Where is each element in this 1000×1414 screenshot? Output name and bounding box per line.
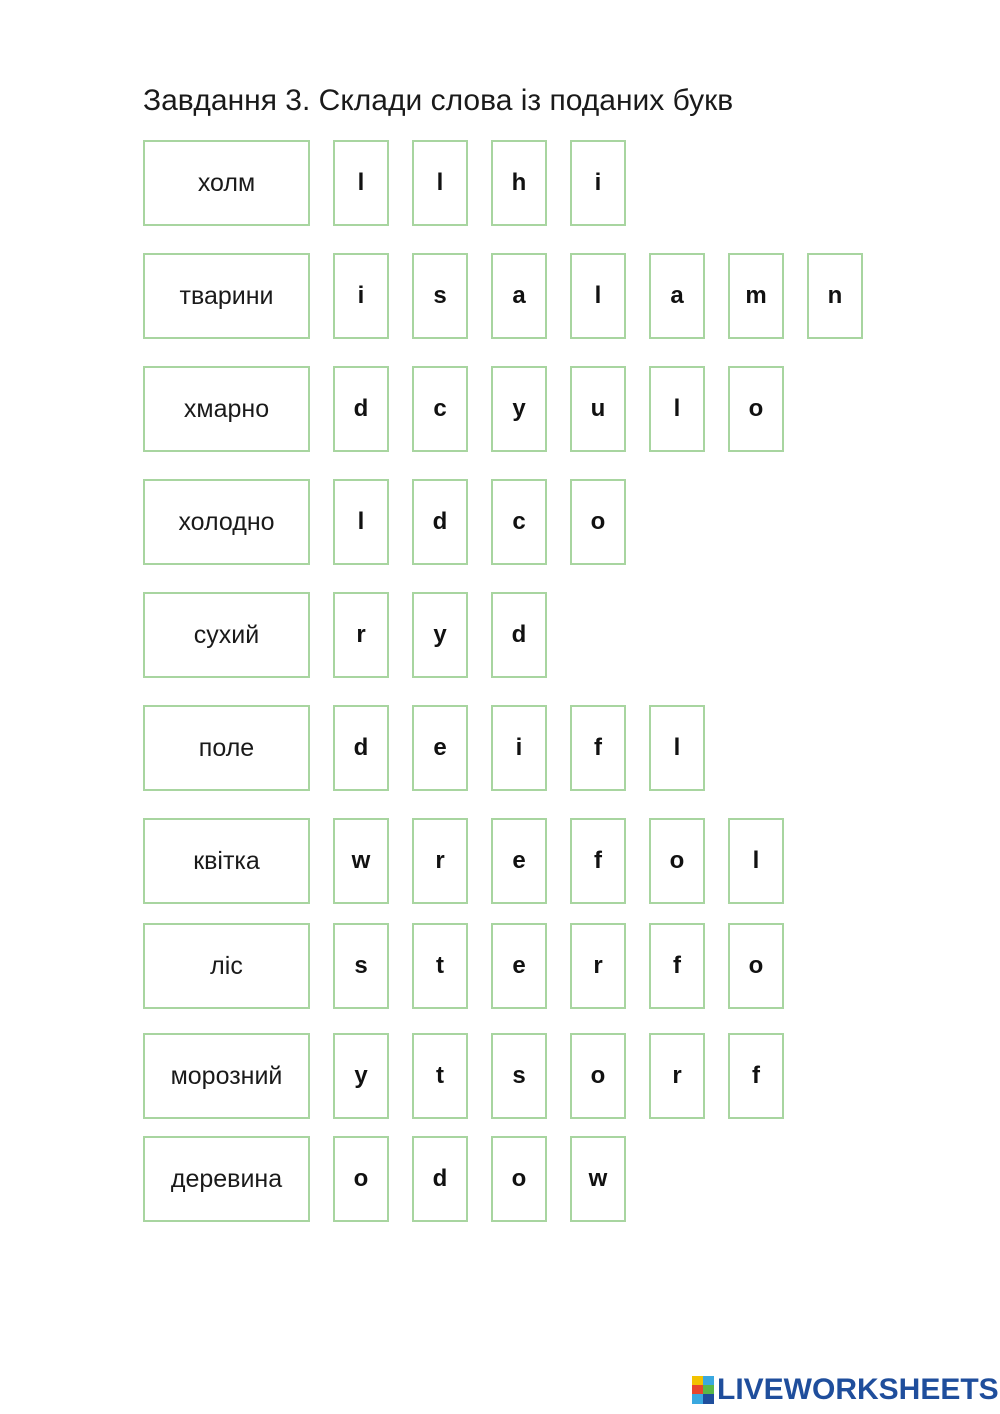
letter-tile[interactable]: a [491, 253, 547, 339]
letter-tile[interactable]: d [412, 479, 468, 565]
letter-tile[interactable]: r [333, 592, 389, 678]
letter-tile[interactable]: r [649, 1033, 705, 1119]
letter-tile[interactable]: o [728, 923, 784, 1009]
page-title: Завдання 3. Склади слова із поданих букв [143, 84, 734, 117]
letter-tile[interactable]: m [728, 253, 784, 339]
letter-tile[interactable]: o [649, 818, 705, 904]
word-box: холодно [143, 479, 310, 565]
letter-tile[interactable]: a [649, 253, 705, 339]
logo-text: LIVEWORKSHEETS [717, 1373, 999, 1406]
word-box: холм [143, 140, 310, 226]
letter-tile[interactable]: o [570, 1033, 626, 1119]
word-row [143, 592, 943, 678]
letter-tile[interactable]: l [412, 140, 468, 226]
letter-tile[interactable]: y [333, 1033, 389, 1119]
word-box: сухий [143, 592, 310, 678]
word-box: ліс [143, 923, 310, 1009]
word-row [143, 1136, 943, 1222]
word-row [143, 479, 943, 565]
word-box: тварини [143, 253, 310, 339]
letter-tile[interactable]: o [333, 1136, 389, 1222]
word-box: поле [143, 705, 310, 791]
letter-tile[interactable]: l [333, 479, 389, 565]
word-row [143, 1033, 943, 1119]
letter-tile[interactable]: d [412, 1136, 468, 1222]
letter-tile[interactable]: c [412, 366, 468, 452]
letter-tile[interactable]: f [649, 923, 705, 1009]
letter-tile[interactable]: e [491, 923, 547, 1009]
letter-tile[interactable]: f [570, 705, 626, 791]
letter-tile[interactable]: s [491, 1033, 547, 1119]
word-row [143, 923, 943, 1009]
word-box: квітка [143, 818, 310, 904]
letter-tile[interactable]: r [570, 923, 626, 1009]
letter-tile[interactable]: h [491, 140, 547, 226]
liveworksheets-logo-icon [692, 1376, 714, 1404]
letter-tile[interactable]: i [333, 253, 389, 339]
letter-tile[interactable]: y [412, 592, 468, 678]
word-row [143, 253, 943, 339]
letter-tile[interactable]: s [333, 923, 389, 1009]
word-row [143, 818, 943, 904]
word-box: деревина [143, 1136, 310, 1222]
letter-tile[interactable]: l [649, 366, 705, 452]
letter-tile[interactable]: l [570, 253, 626, 339]
letter-tile[interactable]: w [570, 1136, 626, 1222]
letter-tile[interactable]: f [570, 818, 626, 904]
letter-tile[interactable]: d [333, 366, 389, 452]
liveworksheets-logo [692, 1372, 999, 1408]
letter-tile[interactable]: l [333, 140, 389, 226]
letter-tile[interactable]: n [807, 253, 863, 339]
letter-tile[interactable]: f [728, 1033, 784, 1119]
word-row [143, 705, 943, 791]
letter-tile[interactable]: o [728, 366, 784, 452]
letter-tile[interactable]: s [412, 253, 468, 339]
letter-tile[interactable]: d [491, 592, 547, 678]
word-box: хмарно [143, 366, 310, 452]
letter-tile[interactable]: o [570, 479, 626, 565]
letter-tile[interactable]: e [491, 818, 547, 904]
letter-tile[interactable]: o [491, 1136, 547, 1222]
letter-tile[interactable]: t [412, 1033, 468, 1119]
letter-tile[interactable]: u [570, 366, 626, 452]
word-row [143, 140, 943, 226]
word-box: морозний [143, 1033, 310, 1119]
letter-tile[interactable]: i [570, 140, 626, 226]
letter-tile[interactable]: l [649, 705, 705, 791]
letter-tile[interactable]: e [412, 705, 468, 791]
letter-tile[interactable]: y [491, 366, 547, 452]
word-row [143, 366, 943, 452]
letter-tile[interactable]: i [491, 705, 547, 791]
letter-tile[interactable]: w [333, 818, 389, 904]
letter-tile[interactable]: r [412, 818, 468, 904]
letter-tile[interactable]: d [333, 705, 389, 791]
letter-tile[interactable]: l [728, 818, 784, 904]
letter-tile[interactable]: c [491, 479, 547, 565]
letter-tile[interactable]: t [412, 923, 468, 1009]
